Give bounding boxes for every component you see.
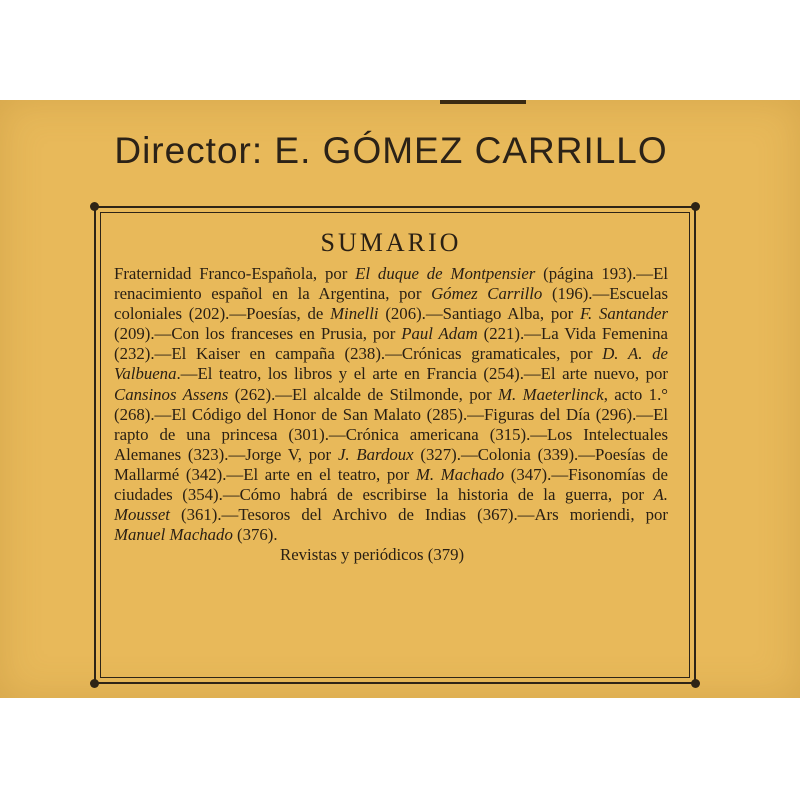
summary-text: (327).—Colonia (339).—Poesías de Mallarmé (342).—El arte en el teatro, por — [114, 444, 669, 484]
corner-dot — [90, 679, 99, 688]
summary-text: (221).—La Vida Femenina (232).—El Kaiser en campaña (238).—Crónicas gramaticales, por — [114, 324, 668, 364]
summary-author: Gómez Carrillo — [431, 284, 543, 304]
summary-text: (209).—Con los franceses en Prusia, por — [114, 324, 402, 344]
corner-dot — [691, 202, 700, 211]
director-heading: Director: E. GÓMEZ CARRILLO — [114, 130, 668, 171]
top-rule — [440, 100, 526, 104]
frame-bottom-inner-rule — [100, 677, 690, 678]
corner-dot — [691, 679, 700, 688]
summary-author: Paul Adam — [401, 324, 478, 344]
summary-author: M. Maeterlinck — [498, 384, 604, 404]
frame-top-outer-rule — [94, 206, 696, 208]
summary-frame — [94, 206, 696, 684]
summary-text: (página 193).—El renacimiento español en la Argentina, por — [114, 264, 668, 304]
summary-text: (196).—Escuelas coloniales (202).—Poesías, de — [114, 284, 668, 324]
summary-footer: Revistas y periódicos (379) — [280, 545, 465, 565]
summary-text: (347).—Fisonomías de ciudades (354).—Cómo habrá de escribirse la historia de la guerra, por — [114, 464, 669, 505]
summary-author: Manuel Machado — [114, 525, 233, 545]
frame-top-inner-rule — [100, 212, 690, 213]
summary-title: SUMARIO — [320, 228, 462, 257]
summary-author: A. Mousset — [114, 485, 668, 525]
summary-author: Minelli — [330, 304, 379, 324]
summary-author: Cansinos Assens — [114, 384, 229, 404]
frame-left-outer-rule — [94, 206, 96, 684]
magazine-page — [0, 100, 800, 698]
summary-text: (376). — [232, 525, 278, 545]
summary-text: (262).—El alcalde de Stilmonde, por — [228, 384, 498, 404]
frame-right-outer-rule — [694, 206, 696, 684]
frame-left-inner-rule — [100, 212, 101, 678]
summary-text: (361).—Tesoros del Archivo de Indias (367).—Ars moriendi, por — [169, 505, 668, 525]
summary-author: M. Machado — [415, 464, 505, 484]
summary-content — [114, 228, 668, 565]
summary-author: F. Santander — [579, 304, 669, 324]
summary-author: El duque de Montpensier — [355, 264, 536, 283]
frame-bottom-outer-rule — [94, 682, 696, 684]
summary-author: D. A. de Valbuena — [114, 344, 669, 384]
summary-text: .—El teatro, los libros y el arte en Francia (254).—El arte nuevo, por — [176, 364, 668, 384]
corner-dot — [90, 202, 99, 211]
summary-text: Fraternidad Franco-Española, por — [114, 264, 356, 283]
summary-text: (206).—Santiago Alba, por — [378, 304, 580, 324]
summary-author: J. Bardoux — [337, 444, 414, 464]
summary-text: , acto 1.° (268).—El Código del Honor de San Malato (285).—Figuras del Día (296).—El rapto de una princesa (301).—Crónica americana (315).—Los Intelectuales Alemanes (323).—Jorge V, por — [114, 384, 668, 464]
summary-body — [114, 264, 668, 545]
frame-right-inner-rule — [689, 212, 690, 678]
